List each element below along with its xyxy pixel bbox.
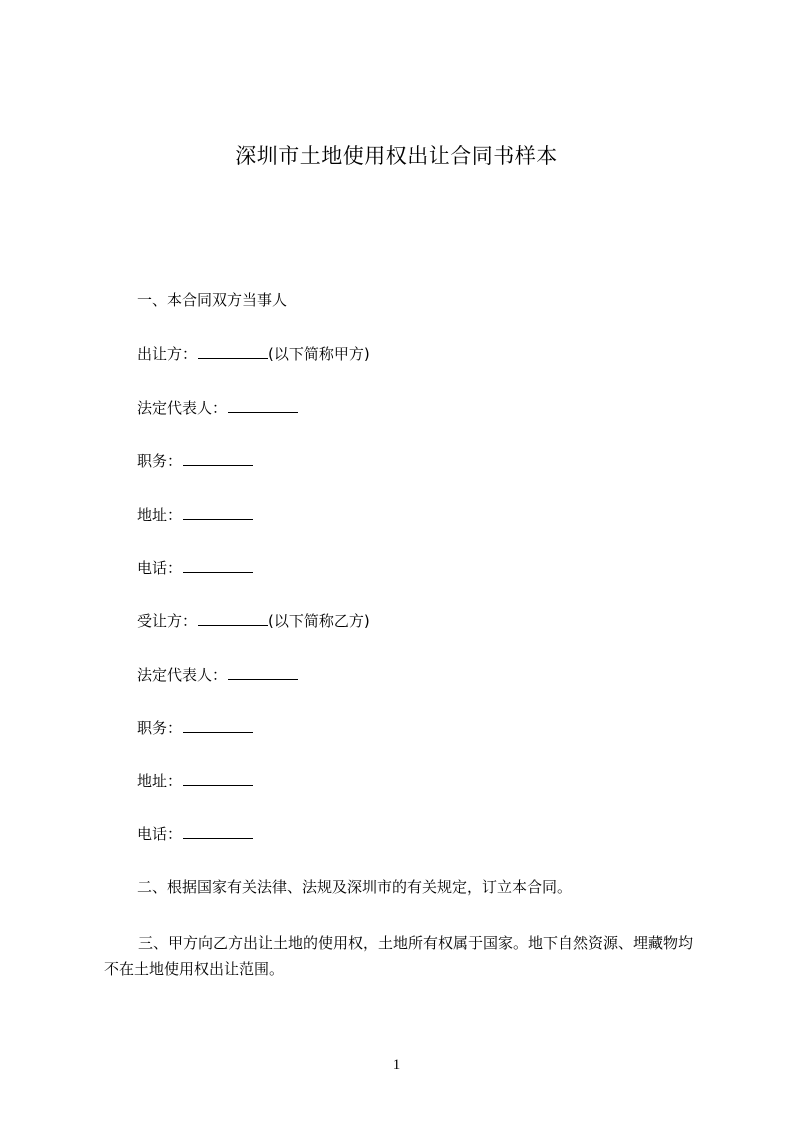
party-a-rep-blank	[228, 398, 298, 413]
party-b-phone-line	[137, 824, 253, 844]
party-b-rep-label: 法定代表人：	[137, 666, 228, 684]
party-a-rep-label: 法定代表人：	[137, 399, 228, 417]
party-b-address-blank	[183, 771, 253, 786]
section-3-text: 三、甲方向乙方出让土地的使用权，土地所有权属于国家。地下自然资源、埋藏物均不在土地使用权出让范围。	[104, 934, 694, 978]
party-a-address-label: 地址：	[137, 506, 183, 524]
party-b-rep-line	[137, 665, 298, 685]
grantor-line	[137, 344, 370, 364]
party-a-phone-blank	[183, 558, 253, 573]
party-a-address-line	[137, 505, 253, 525]
grantor-label: 出让方：	[137, 345, 198, 363]
party-b-phone-label: 电话：	[137, 825, 183, 843]
page-title: 深圳市土地使用权出让合同书样本	[235, 144, 558, 168]
party-a-address-blank	[183, 505, 253, 520]
section-1-heading: 一、本合同双方当事人	[137, 291, 288, 309]
party-a-phone-label: 电话：	[137, 559, 183, 577]
party-a-rep-line	[137, 398, 298, 418]
section-2-text: 二、根据国家有关法律、法规及深圳市的有关规定，订立本合同。	[137, 878, 573, 896]
party-b-position-line	[137, 718, 253, 738]
grantee-blank	[198, 611, 268, 626]
grantee-label: 受让方：	[137, 612, 198, 630]
grantor-blank	[198, 344, 268, 359]
party-b-address-line	[137, 771, 253, 791]
party-b-phone-blank	[183, 824, 253, 839]
party-a-position-blank	[183, 451, 253, 466]
grantor-suffix: (以下简称甲方)	[268, 345, 370, 363]
party-a-position-label: 职务：	[137, 452, 183, 470]
party-b-rep-blank	[228, 665, 298, 680]
page-number: 1	[392, 1057, 401, 1073]
party-b-position-label: 职务：	[137, 719, 183, 737]
party-b-position-blank	[183, 718, 253, 733]
party-a-phone-line	[137, 558, 253, 578]
party-a-position-line	[137, 451, 253, 471]
party-b-address-label: 地址：	[137, 772, 183, 790]
grantee-suffix: (以下简称乙方)	[268, 612, 370, 630]
grantee-line	[137, 611, 370, 631]
